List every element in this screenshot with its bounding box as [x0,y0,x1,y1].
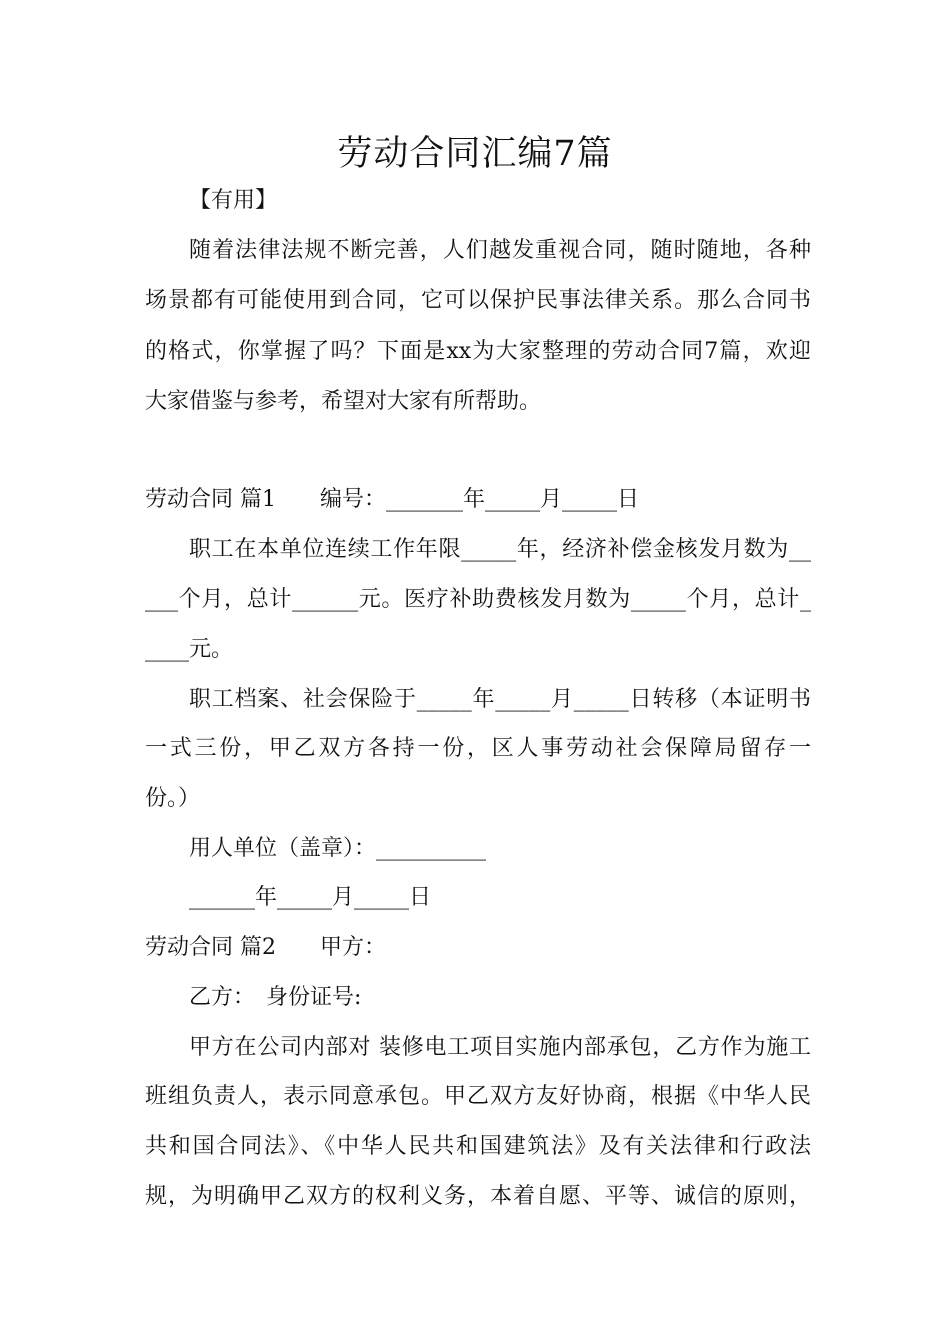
section2-line-1: 乙方： 身份证号: [189,985,362,1010]
section2-line-3: 班组负责人，表示同意承包。甲乙双方友好协商，根据《中华人民 [145,1084,811,1109]
section1-line-3: ____元。 [145,637,234,662]
section1-line-2: ___个月，总计______元。医疗补助费核发月数为_____个月，总计_ [145,587,811,612]
section1-line-4: 职工档案、社会保险于_____年_____月_____日转移（本证明书 [189,687,811,712]
document-title: 劳动合同汇编7篇 [337,134,613,174]
section1-line-1: 职工在本单位连续工作年限_____年，经济补偿金核发月数为__ [189,537,811,562]
section1-line-5: 一式三份，甲乙双方各持一份，区人事劳动社会保障局留存一 [145,736,811,761]
intro-line-1: 随着法律法规不断完善，人们越发重视合同，随时随地，各种 [189,238,811,263]
section2-line-2: 甲方在公司内部对 装修电工项目实施内部承包，乙方作为施工 [189,1035,811,1060]
section1-line-6: 份。） [145,786,201,811]
section2-line-5: 规，为明确甲乙双方的权利义务，本着自愿、平等、诚信的原则， [145,1184,811,1209]
section2-heading: 劳动合同 篇2 甲方： [145,935,386,960]
section2-line-4: 共和国合同法》、《中华人民共和国建筑法》及有关法律和行政法 [145,1134,811,1159]
section1-heading: 劳动合同 篇1 编号：_______年_____月_____日 [145,487,639,512]
intro-line-4: 大家借鉴与参考，希望对大家有所帮助。 [145,389,542,414]
intro-line-3: 的格式，你掌握了吗？下面是xx为大家整理的劳动合同7篇，欢迎 [145,339,811,364]
document-tag: 【有用】 [189,188,278,213]
section1-line-7: 用人单位（盖章）：__________ [189,836,487,861]
intro-line-2: 场景都有可能使用到合同，它可以保护民事法律关系。那么合同书 [145,288,811,313]
section1-line-8: ______年_____月_____日 [189,885,432,910]
